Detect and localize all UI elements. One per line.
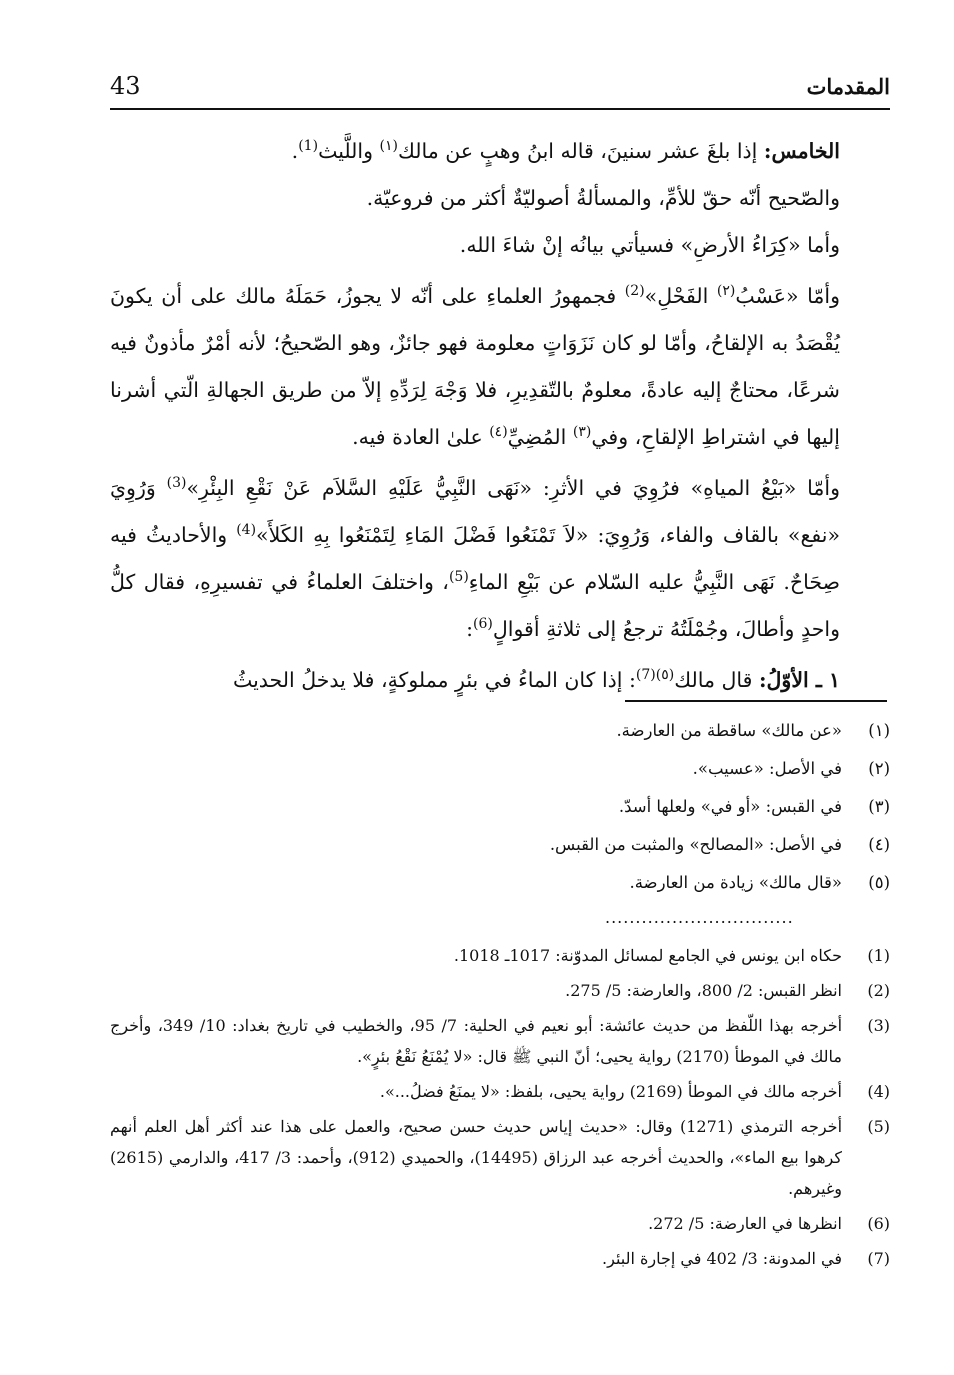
paragraph-text: . — [291, 139, 299, 163]
paragraph-text: واللَّيث — [318, 139, 380, 163]
paragraph-text: وَرُوِيَ «نفع» بالقاف والفاء، وَرُوِيَ: «لاَ تَمْنَعُوا فَضْلَ المَاءِ لِتَمْنَعُوا بِهِ الكَلأَ» — [110, 476, 840, 547]
note-number: (١) — [868, 721, 890, 740]
paragraph-text: ، واختلفَ العلماءُ في تفسيرِهِ، فقال كلُّ واحدٍ وأطالَ، وجُمْلَتُهُ ترجعُ إلى ثلاثةِ أقوالٍ — [110, 570, 840, 641]
variant-notes — [110, 712, 890, 902]
paragraph-text: قال مالك — [674, 668, 759, 692]
paragraph-text: وأمّا «بَيْعُ المياهِ» فرُوِيَ في الأثرِ: «نَهَى النَّبِيُّ عَلَيْهِ السَّلاَم عَنْ نَقْعِ البِئْرِ» — [186, 476, 840, 500]
header-rule — [110, 108, 890, 110]
paragraph-land-rent: وأما «كِرَاءُ الأرضِ» فسيأتي بيانُه إنْ شاءَ الله. — [459, 233, 840, 257]
note-number: (5) — [867, 1117, 890, 1136]
note-number: (٤) — [868, 835, 890, 854]
note-text: انظر القبس: 2/ 800، والعارضة: 5/ 275. — [565, 981, 842, 1000]
note-text: انظرها في العارضة: 5/ 272. — [648, 1214, 842, 1233]
note-number: (7) — [867, 1249, 890, 1268]
footnote-ref: (٣) — [572, 424, 592, 441]
note-text: أخرجه بهذا اللّفظ من حديث عائشة: أبو نعيم في الحلية: 7/ 95، والخطيب في تاريخ بغداد: 10/ 349، وأخرج مالك في الموطأ (2170) رواية يحيى؛ أنّ النبي ﷺ قال: «لا يُمْنَعُ نَقْعُ بئرٍ». — [110, 1016, 843, 1066]
footnote — [110, 1243, 890, 1274]
footnote — [110, 1111, 890, 1204]
note-number: (٢) — [868, 759, 890, 778]
note-text: في القبس: «أو في» ولعلها أسدّ. — [618, 797, 842, 816]
footnote — [110, 940, 890, 971]
variant-note — [110, 712, 890, 750]
paragraph-text: والأحاديثُ فيه صِحَاحٌ. نَهَى النَّبِيُّ عليه السّلام عن بَيْعِ الماءِ — [110, 523, 841, 594]
paragraph-text: المُضِيِّ — [507, 425, 573, 449]
note-text: في المدونة: 3/ 402 في إجارة البئر. — [602, 1249, 842, 1268]
note-number: (٣) — [868, 797, 890, 816]
paragraph-text: : — [466, 617, 474, 641]
page-header — [110, 72, 890, 108]
footnote-ref: (٤) — [489, 424, 508, 441]
note-text: في الأصل: «عسيب». — [692, 759, 842, 778]
variant-note — [110, 864, 890, 902]
running-title: المقدمات — [806, 74, 890, 99]
paragraph-fifth — [110, 128, 840, 175]
paragraph-text: إذا بلغَ عشر سنينَ، قاله ابنُ وهبٍ عن مالك — [398, 139, 764, 163]
footnote-ref: (2) — [624, 283, 645, 300]
variant-note — [110, 750, 890, 788]
footnote-ref: (5) — [448, 569, 469, 586]
variant-note — [110, 826, 890, 864]
footnote-ref: (1) — [298, 138, 319, 155]
paragraph-text: وأمّا «عَسْبُ — [735, 284, 840, 308]
footnote — [110, 975, 890, 1006]
paragraph-stud-fee — [110, 273, 840, 461]
footnote — [110, 1010, 890, 1072]
footnote-rule — [625, 700, 887, 702]
footnote-ref: (٥)(7) — [635, 667, 675, 684]
note-text: أخرجه مالك في الموطأ (2169) رواية يحيى، بلفظ: «لا يمنَعُ فضلُ...». — [379, 1082, 842, 1101]
paragraph-label: ١ ـ الأوّلُ: — [758, 668, 840, 692]
note-text: في الأصل: «المصالح» والمثبت من القبس. — [549, 835, 842, 854]
note-text: «عن مالك» ساقطة من العارضة. — [616, 721, 842, 740]
note-number: (6) — [867, 1214, 890, 1233]
paragraph-text: : إذا كان الماءُ في بئرٍ مملوكةٍ، فلا يدخلُ الحديثُ — [232, 668, 636, 692]
footnotes — [110, 940, 890, 1278]
paragraph-text: الفَحْلِ» — [644, 284, 717, 308]
note-text: أخرجه الترمذي (1271) وقال: «حديث إياس حديث حسن صحيح، والعمل على هذا عند أكثر أهل العلم أنهم كرهوا بيع الماء»، والحديث أخرجه عبد الرزاق (14495)، والحميدي (912)، وأحمد: 3/ 417، والدارمي (2615) وغيرهم. — [110, 1117, 843, 1198]
paragraph-text: علىٰ العادة فيه. — [352, 425, 490, 449]
paragraph-first-opinion — [110, 657, 840, 704]
paragraph-water-sale — [110, 465, 840, 653]
note-text: حكاه ابن يونس في الجامع لمسائل المدوّنة: 1017ـ 1018. — [453, 946, 842, 965]
note-number: (1) — [867, 946, 890, 965]
note-number: (3) — [867, 1016, 890, 1035]
footnote-ref: (4) — [236, 522, 257, 539]
footnote-ref: (3) — [166, 475, 187, 492]
paragraph-text: فجمهورُ العلماءِ على أنّه لا يجوزُ، حَمَلَهُ مالك على أن يكونَ يُقْصَدُ به الإلقاحُ، وأمّا لو كان نَزَوَاتٍ معلومة فهو جائزٌ، وهو الصّحيحُ؛ لأنه أمْرٌ مأذونٌ فيه شرعًا، محتاجٌ إليه عادةً، معلومٌ بالتّقدِيرِ، فلا وَجْهَ لِرَدِّهِ إلاّ من طريق الجهالةِ الّتي أشرنا إليها في اشتراطِ الإلقاحِ، وفي — [110, 284, 840, 449]
footnote-ref: (١) — [379, 138, 398, 155]
variant-note — [110, 788, 890, 826]
paragraph-correct: والصّحيح أنّه حقّ للأمِّ، والمسألةُ أصوليّةٌ أكثر من فروعيّة. — [366, 186, 840, 210]
footnote — [110, 1076, 890, 1107]
dotted-separator: ............................... — [605, 908, 794, 927]
note-number: (٥) — [868, 873, 890, 892]
note-text: «قال مالك» زيادة من العارضة. — [629, 873, 842, 892]
page-number: 43 — [110, 72, 141, 100]
footnote — [110, 1208, 890, 1239]
footnote-ref: (6) — [473, 616, 493, 633]
paragraph-label: الخامس: — [763, 139, 840, 163]
note-number: (4) — [867, 1082, 890, 1101]
note-number: (2) — [867, 981, 890, 1000]
main-text — [110, 128, 840, 704]
footnote-ref: (٢) — [716, 283, 736, 300]
